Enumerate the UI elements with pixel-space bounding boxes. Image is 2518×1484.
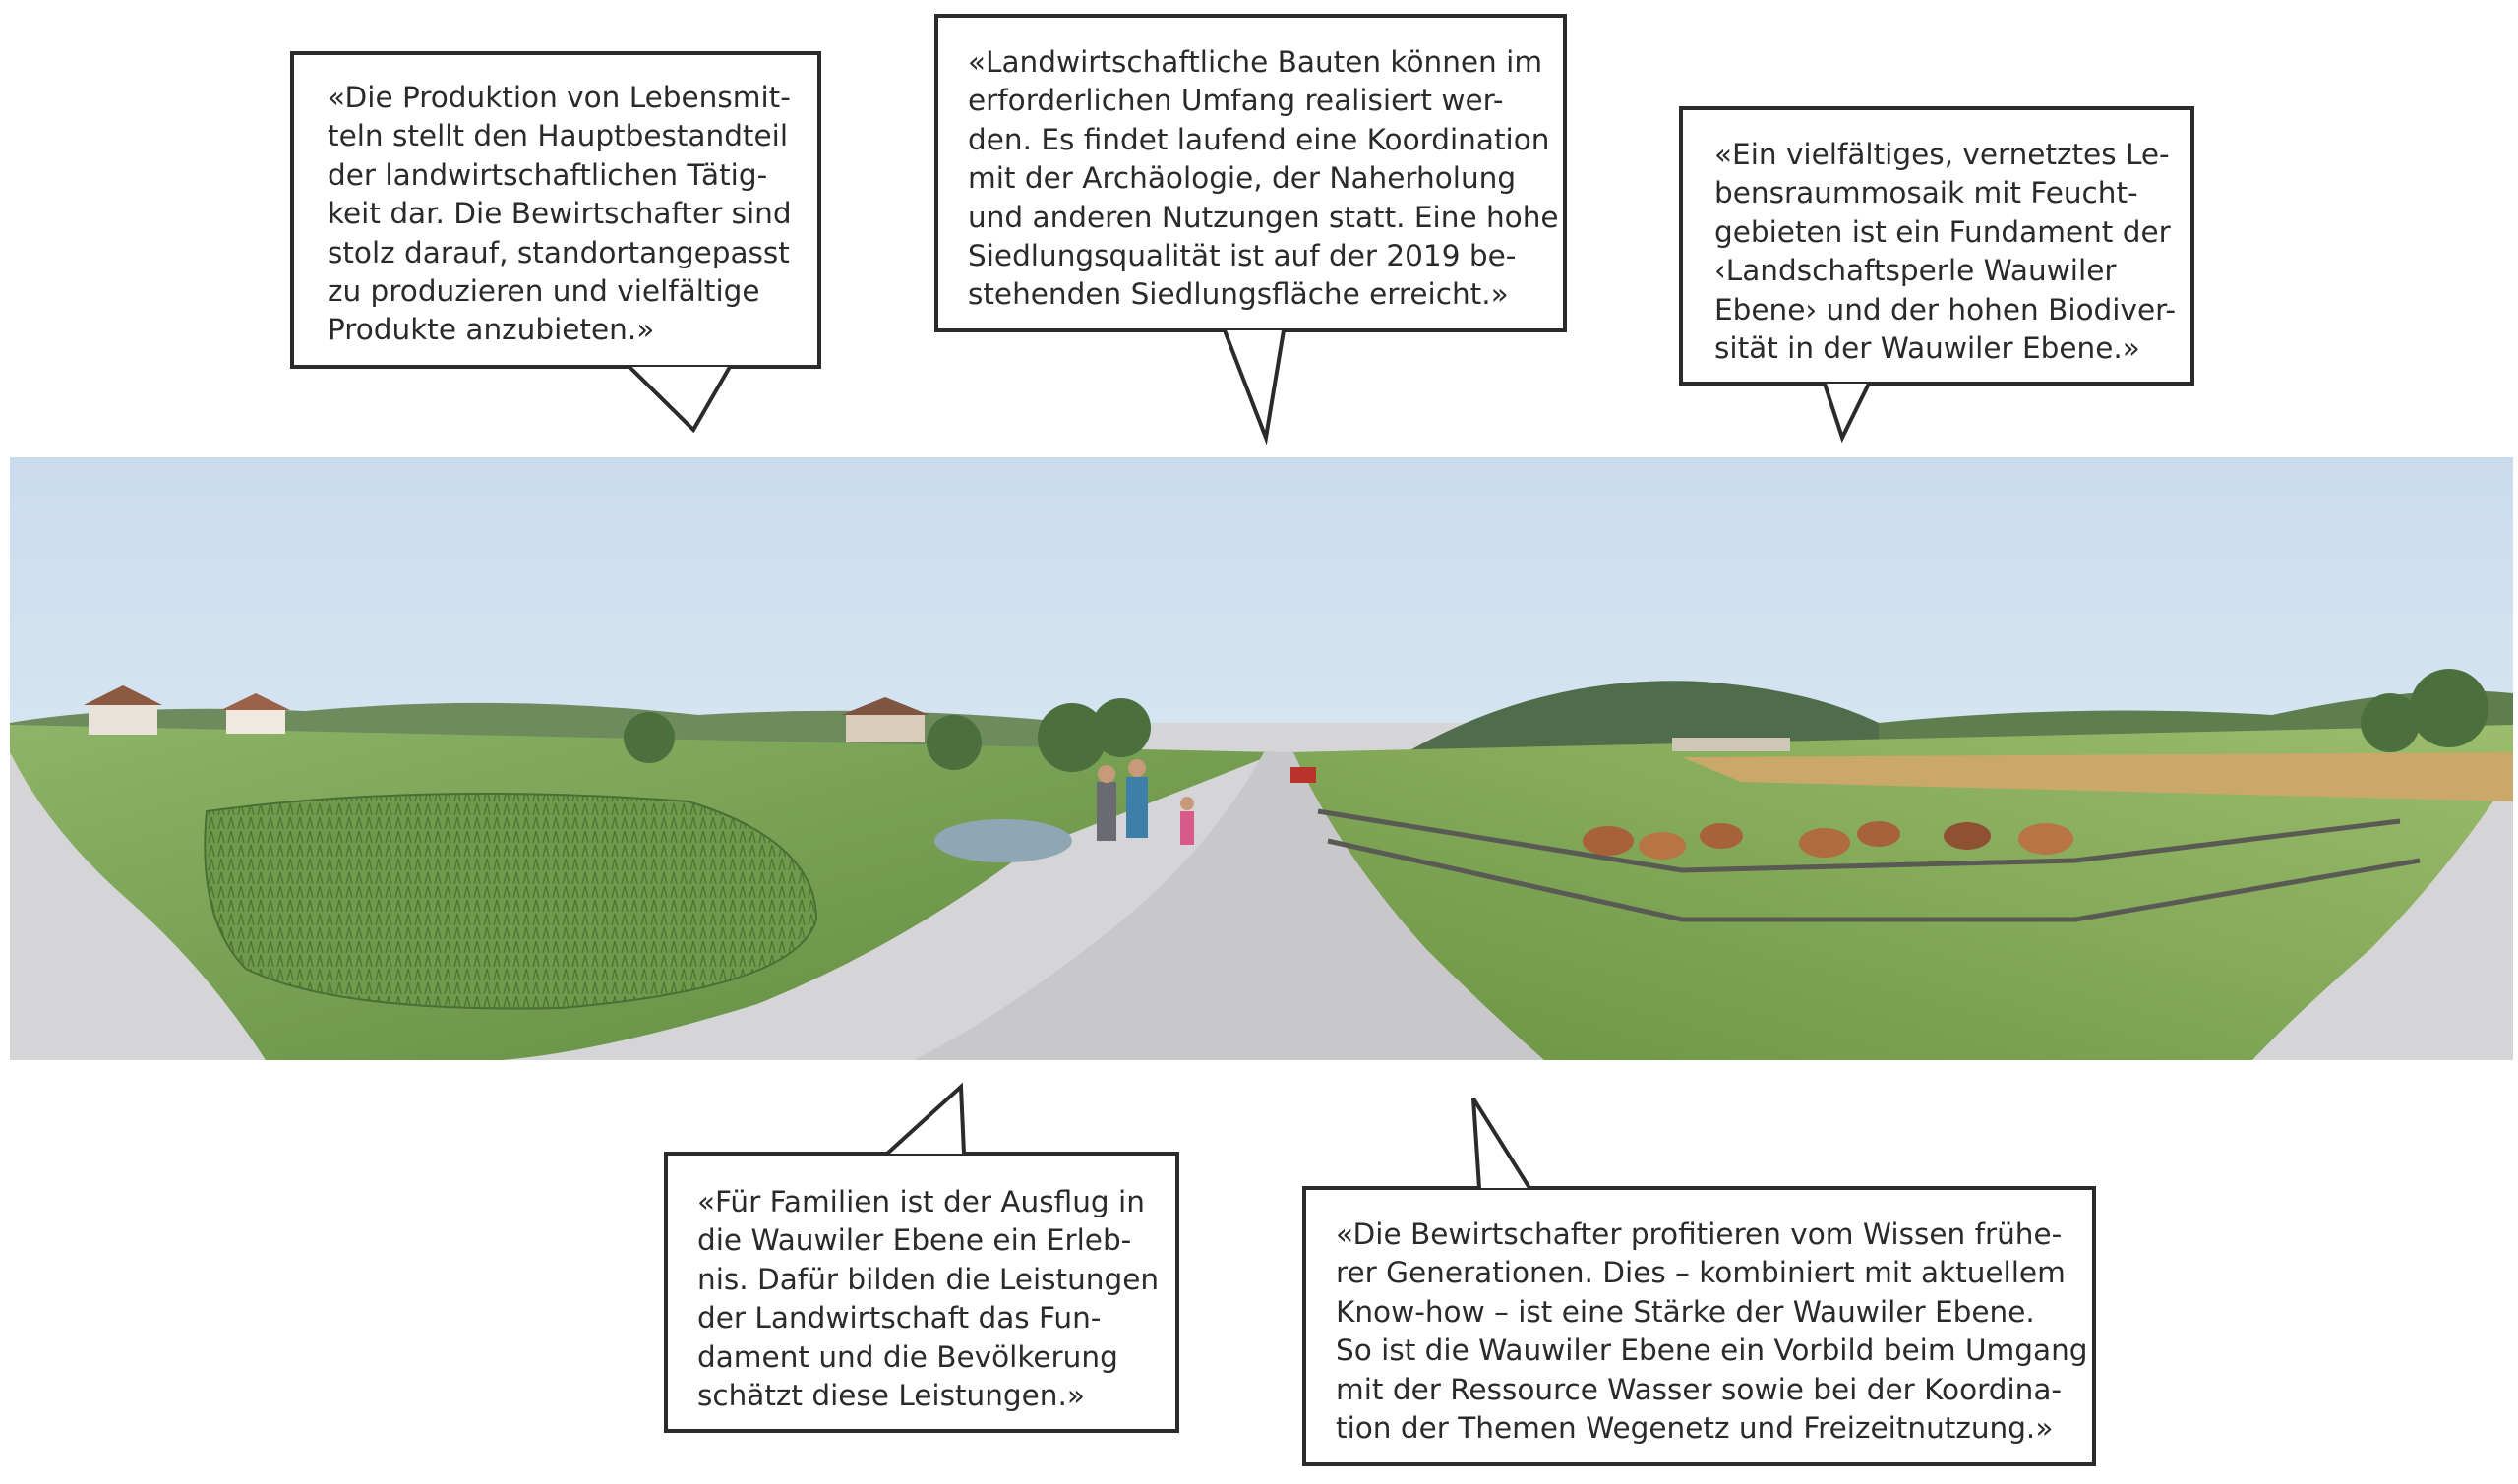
wheat-field (205, 794, 816, 1009)
quote-text-food-production: «Die Produktion von Lebensmit- teln stellt den Hauptbestandteil der landwirtschaftlichen Tätig- keit dar. Die Bewirtschafter sind stolz darauf, standortangepasst zu produzieren und vielfältige Produkte anzubieten.» (328, 81, 792, 347)
quote-text-agricultural-buildings: «Landwirtschaftliche Bauten können im erforderlichen Umfang realisiert wer- den. Es findet laufend eine Koordination mit der Archäologie, der Naherholung und anderen Nutzungen statt. Eine hohe Siedlungsqualität ist auf der 2019 be- stehenden Siedlungsfläche erreicht.» (968, 45, 1559, 312)
pond (934, 819, 1072, 862)
quote-bubble-agricultural-buildings (934, 14, 1567, 332)
quote-bubble-knowledge (1302, 1186, 2096, 1466)
landscape-panorama (10, 457, 2513, 1060)
quote-bubble-food-production (290, 51, 821, 369)
quote-text-habitat-mosaic: «Ein vielfältiges, vernetztes Le- bensraummosaik mit Feucht- gebieten ist ein Fundament der ‹Landschaftsperle Wauwiler Ebene› und der hohen Biodiver- sität in der Wauwiler Ebene.» (1714, 138, 2176, 366)
tractor (1290, 767, 1316, 783)
quote-text-families: «Für Familien ist der Ausflug in die Wauwiler Ebene ein Erleb- nis. Dafür bilden die Leistungen der Landwirtschaft das Fun- dament und die Bevölkerung schätzt diese Leistungen.» (697, 1185, 1160, 1413)
quote-text-knowledge: «Die Bewirtschafter profitieren vom Wissen frühe- rer Generationen. Dies – kombiniert mit aktuellem Know-how – ist eine Stärke der Wauwiler Ebene. So ist die Wauwiler Ebene ein Vorbild beim Umgang mit der Ressource Wasser sowie bei der Koordina- tion der Themen Wegenetz und Freizeitnutzung.» (1336, 1217, 2088, 1446)
quote-bubble-families (664, 1152, 1179, 1433)
quote-bubble-habitat-mosaic (1679, 106, 2194, 386)
